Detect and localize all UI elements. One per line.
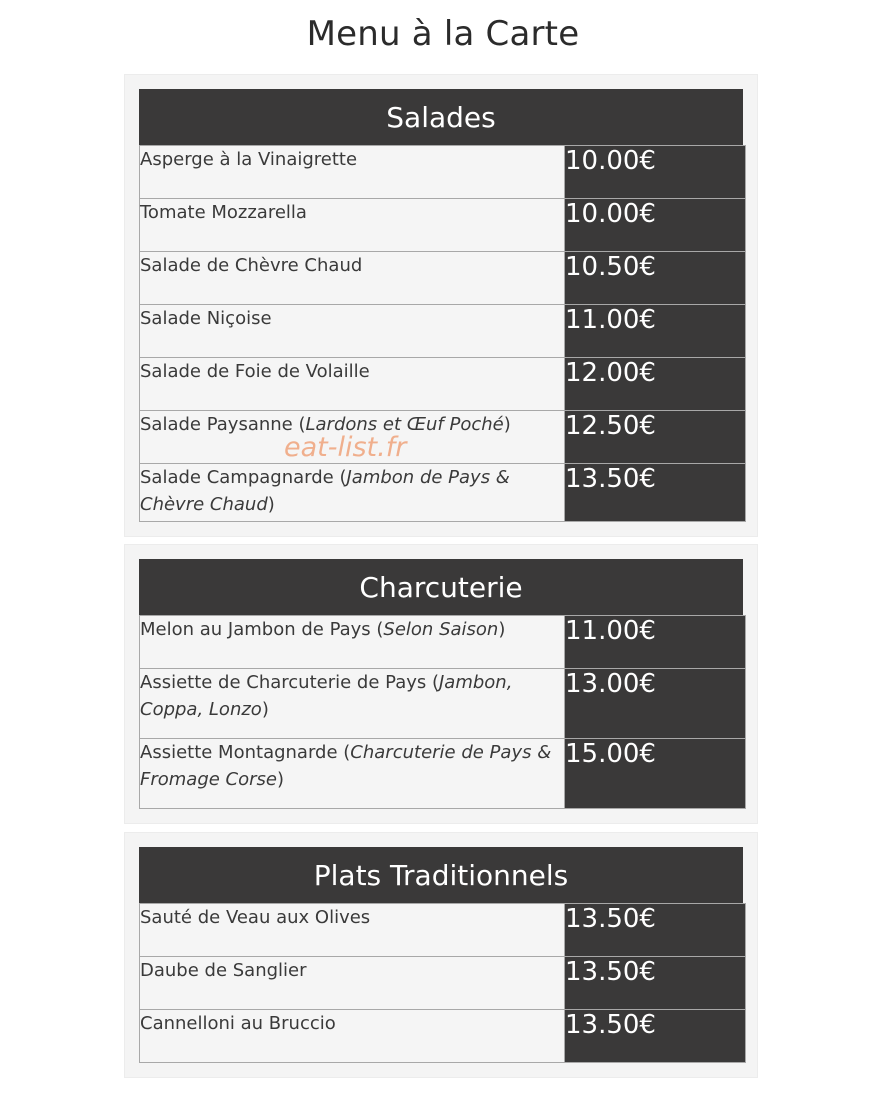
item-name: Salade de Chèvre Chaud	[140, 252, 565, 305]
item-detail: Lardons et Œuf Poché	[305, 414, 504, 435]
item-price: 13.50€	[565, 957, 746, 1010]
item-price: 15.00€	[565, 739, 746, 809]
menu-row	[140, 739, 746, 809]
item-price: 13.50€	[565, 1010, 746, 1063]
menu-row	[140, 411, 746, 464]
item-detail: Selon Saison	[383, 619, 499, 640]
item-name: Assiette Montagnarde (Charcuterie de Pays & Fromage Corse)	[140, 739, 565, 809]
menu-row	[140, 305, 746, 358]
item-detail: Jambon de Pays & Chèvre Chaud	[140, 467, 510, 515]
section-title-salades: Salades	[139, 89, 743, 145]
section-title-plats-traditionnels: Plats Traditionnels	[139, 847, 743, 903]
section-title-charcuterie: Charcuterie	[139, 559, 743, 615]
item-price: 10.00€	[565, 146, 746, 199]
item-price: 10.50€	[565, 252, 746, 305]
menu-row	[140, 669, 746, 739]
menu-row	[140, 252, 746, 305]
menu-row	[140, 464, 746, 522]
item-name: Salade Niçoise	[140, 305, 565, 358]
menu-row	[140, 957, 746, 1010]
menu-table-salades	[139, 145, 746, 522]
item-price: 13.00€	[565, 669, 746, 739]
item-price: 11.00€	[565, 305, 746, 358]
item-name: Asperge à la Vinaigrette	[140, 146, 565, 199]
menu-row	[140, 904, 746, 957]
item-name: Tomate Mozzarella	[140, 199, 565, 252]
item-detail: Jambon, Coppa, Lonzo	[140, 672, 513, 720]
watermark: eat-list.fr	[284, 432, 407, 463]
item-price: 12.00€	[565, 358, 746, 411]
item-price: 13.50€	[565, 464, 746, 522]
item-name: Cannelloni au Bruccio	[140, 1010, 565, 1063]
menu-row	[140, 1010, 746, 1063]
section-charcuterie	[124, 544, 758, 824]
page-title: Menu à la Carte	[306, 14, 580, 54]
item-name: Melon au Jambon de Pays (Selon Saison)	[140, 616, 565, 669]
menu-table-charcuterie	[139, 615, 746, 809]
menu-row	[140, 146, 746, 199]
menu-table-plats-traditionnels	[139, 903, 746, 1063]
menu-row	[140, 199, 746, 252]
item-name: Salade de Foie de Volaille	[140, 358, 565, 411]
item-detail: Charcuterie de Pays & Fromage Corse	[140, 742, 552, 790]
item-name: Salade Paysanne (Lardons et Œuf Poché)	[140, 411, 565, 464]
menu-row	[140, 358, 746, 411]
item-price: 10.00€	[565, 199, 746, 252]
item-name: Salade Campagnarde (Jambon de Pays & Chèvre Chaud)	[140, 464, 565, 522]
section-plats-traditionnels	[124, 832, 758, 1078]
menu-row	[140, 616, 746, 669]
item-price: 11.00€	[565, 616, 746, 669]
item-name: Daube de Sanglier	[140, 957, 565, 1010]
item-price: 12.50€	[565, 411, 746, 464]
item-price: 13.50€	[565, 904, 746, 957]
item-name: Assiette de Charcuterie de Pays (Jambon, Coppa, Lonzo)	[140, 669, 565, 739]
item-name: Sauté de Veau aux Olives	[140, 904, 565, 957]
section-salades	[124, 74, 758, 537]
